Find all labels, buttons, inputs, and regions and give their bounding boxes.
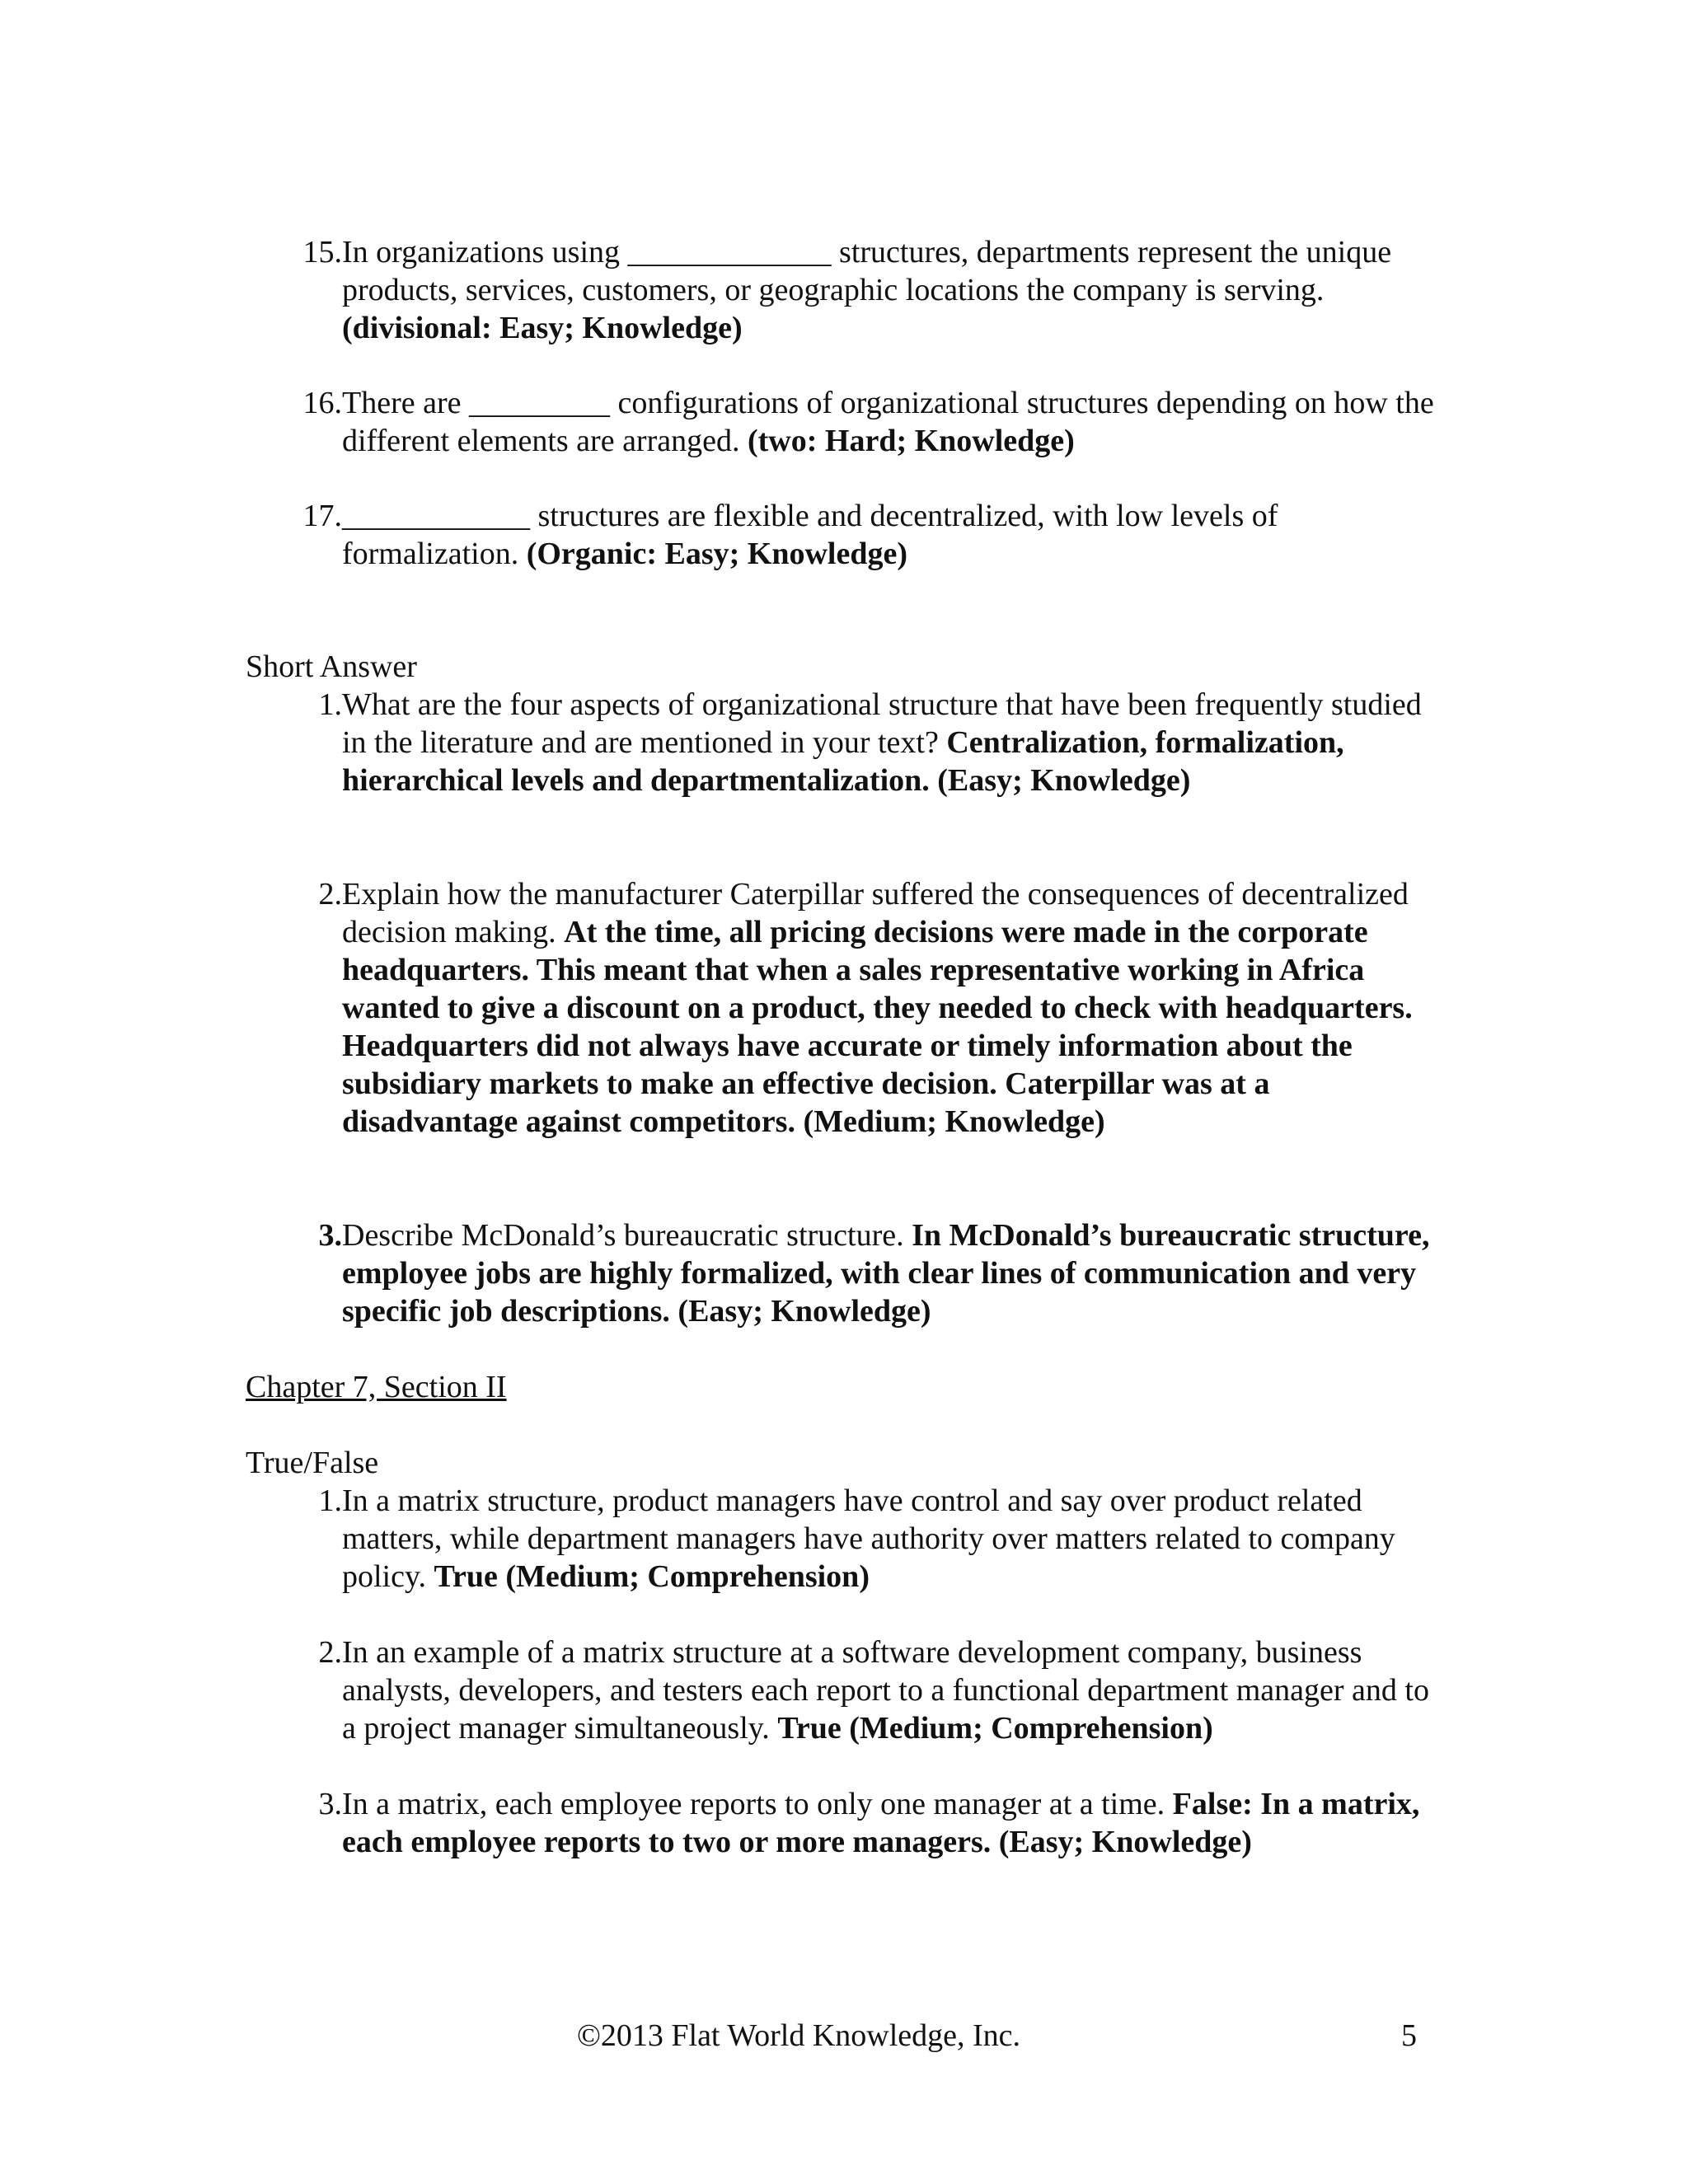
page-number: 5 (1401, 2018, 1417, 2053)
copyright-notice: ©2013 Flat World Knowledge, Inc. (577, 2018, 1021, 2053)
item-number: 2. (318, 877, 342, 912)
question-text: structures are flexible and decentralized, with low levels of formalization. (342, 499, 1278, 571)
item-number: 3. (318, 1787, 342, 1821)
question-text: In a matrix structure, product managers have control and say over product related matters, while department managers have authority over matters related to company policy. (342, 1483, 1395, 1594)
item-number: 1. (318, 1483, 342, 1518)
question-text: configurations of organizational structures depending on how the different elements are arranged. (342, 386, 1434, 458)
short-answer-item (293, 875, 1447, 1141)
true-false-heading: True/False (246, 1446, 379, 1480)
answer-text: At the time, all pricing decisions were made in the corporate headquarters. This meant that when a sales representative working in Africa wanted to give a discount on a product, they needed to check with headquarters. Headquarters did not always have accurate or timely information about the subsidiary markets to make an effective decision. Caterpillar was at a disadvantage against competitors. (Medium; Knowledge) (342, 915, 1413, 1139)
section-title: Chapter 7, Section II (246, 1370, 507, 1404)
answer-text: In McDonald’s bureaucratic structure, employee jobs are highly formalized, with clear lines of communication and very specific job descriptions. (Easy; Knowledge) (342, 1218, 1430, 1329)
blank-line: ____________ (342, 499, 530, 533)
item-number: 17. (302, 499, 342, 533)
item-number: 1. (318, 687, 342, 722)
answer-text: True (Medium; Comprehension) (434, 1559, 870, 1594)
answer-text: (Organic: Easy; Knowledge) (526, 537, 907, 571)
true-false-item (293, 1785, 1447, 1861)
question-text: What are the four aspects of organizational structure that have been frequently studied in the literature and are mentioned in your text? (342, 687, 1422, 760)
short-answer-heading: Short Answer (246, 649, 417, 684)
answer-text: (divisional: Easy; Knowledge) (342, 311, 743, 345)
item-number: 16. (302, 386, 342, 420)
question-text: In an example of a matrix structure at a software development company, business analysts, developers, and testers each report to a functional department manager and to a project manager simultaneously. (342, 1635, 1429, 1746)
question-text: In organizations using (342, 235, 628, 269)
blank-line: _____________ (627, 235, 832, 269)
question-text: structures, departments represent the unique products, services, customers, or geographic locations the company is serving. (342, 235, 1392, 307)
fill-in-item (293, 497, 1447, 573)
item-number: 2. (318, 1635, 342, 1670)
item-number: 15. (302, 235, 342, 269)
true-false-item (293, 1633, 1447, 1747)
question-text: In a matrix, each employee reports to only one manager at a time. (342, 1787, 1173, 1821)
question-text: Explain how the manufacturer Caterpillar suffered the consequences of decentralized decision making. (342, 877, 1409, 949)
item-number: 3. (318, 1218, 342, 1253)
answer-text: True (Medium; Comprehension) (777, 1711, 1213, 1746)
answer-text: Centralization, formalization, hierarchical levels and departmentalization. (Easy; Knowledge) (342, 725, 1344, 798)
question-text: There are (342, 386, 469, 420)
answer-text: (two: Hard; Knowledge) (747, 424, 1075, 458)
short-answer-item (293, 1216, 1447, 1330)
blank-line: _________ (469, 386, 610, 420)
true-false-item (293, 1482, 1447, 1596)
short-answer-item (293, 686, 1447, 799)
question-text: Describe McDonald’s bureaucratic structure. (342, 1218, 912, 1253)
answer-text: False: In a matrix, each employee reports to two or more managers. (Easy; Knowledge) (342, 1787, 1420, 1859)
fill-in-item (293, 233, 1447, 347)
fill-in-item (293, 384, 1447, 460)
